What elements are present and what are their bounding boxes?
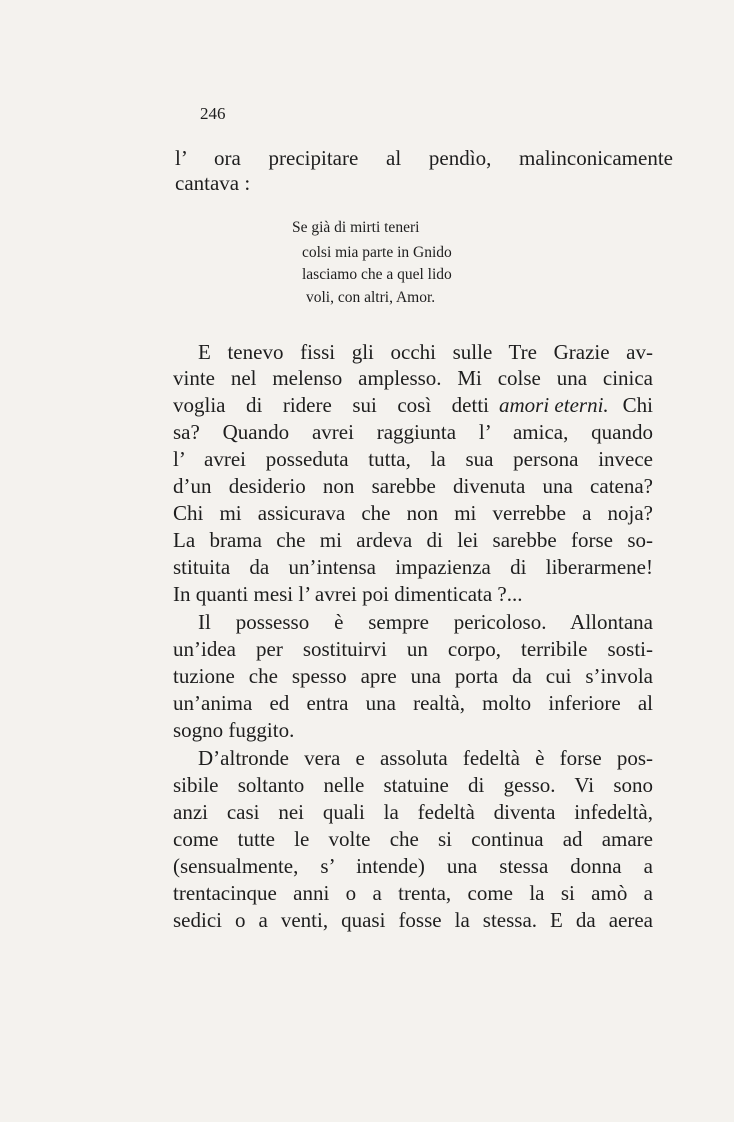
- text-line: tuzione che spesso apre una porta da cui s’invola: [173, 664, 653, 688]
- text-line: l’ avrei posseduta tutta, la sua persona invece: [173, 447, 653, 471]
- text-line: l’ ora precipitare al pendìo, malinconicamente: [175, 146, 673, 170]
- text-line: sibile soltanto nelle statuine di gesso. Vi sono: [173, 773, 653, 797]
- text-line: (sensualmente, s’ intende) una stessa donna a: [173, 854, 653, 878]
- text-run: voglia di ridere sui così detti: [173, 393, 489, 417]
- text-line: un’anima ed entra una realtà, molto inferiore al: [173, 691, 653, 715]
- text-line: vinte nel melenso amplesso. Mi colse una cinica: [173, 366, 653, 390]
- text-line: D’altronde vera e assoluta fedeltà è forse pos-: [198, 746, 653, 770]
- text-line: [173, 393, 653, 417]
- text-line: come tutte le volte che si continua ad amare: [173, 827, 653, 851]
- emphasis-text: amori eterni.: [499, 393, 609, 417]
- poem-line: colsi mia parte in Gnido: [302, 244, 452, 261]
- text-line: anzi casi nei quali la fedeltà diventa infedeltà,: [173, 800, 653, 824]
- poem-line: voli, con altri, Amor.: [306, 289, 436, 306]
- text-run: Chi: [622, 393, 653, 417]
- text-line: cantava :: [175, 171, 251, 195]
- text-line: Il possesso è sempre pericoloso. Allontana: [198, 610, 653, 634]
- text-line: La brama che mi ardeva di lei sarebbe forse so-: [173, 528, 653, 552]
- text-line: sa? Quando avrei raggiunta l’ amica, quando: [173, 420, 653, 444]
- text-line: E tenevo fissi gli occhi sulle Tre Grazie av-: [198, 340, 653, 364]
- text-line: In quanti mesi l’ avrei poi dimenticata ?...: [173, 582, 523, 606]
- poem-line: Se già di mirti teneri: [292, 219, 420, 236]
- poem-line: lasciamo che a quel lido: [302, 266, 452, 283]
- text-line: Chi mi assicurava che non mi verrebbe a noja?: [173, 501, 653, 525]
- text-line: stituita da un’intensa impazienza di liberarmene!: [173, 555, 653, 579]
- text-line: sedici o a venti, quasi fosse la stessa. E da aerea: [173, 908, 653, 932]
- page-number: 246: [200, 104, 226, 123]
- text-line: sogno fuggito.: [173, 718, 295, 742]
- text-line: d’un desiderio non sarebbe divenuta una catena?: [173, 474, 653, 498]
- text-line: trentacinque anni o a trenta, come la si amò a: [173, 881, 653, 905]
- text-line: un’idea per sostituirvi un corpo, terribile sosti-: [173, 637, 653, 661]
